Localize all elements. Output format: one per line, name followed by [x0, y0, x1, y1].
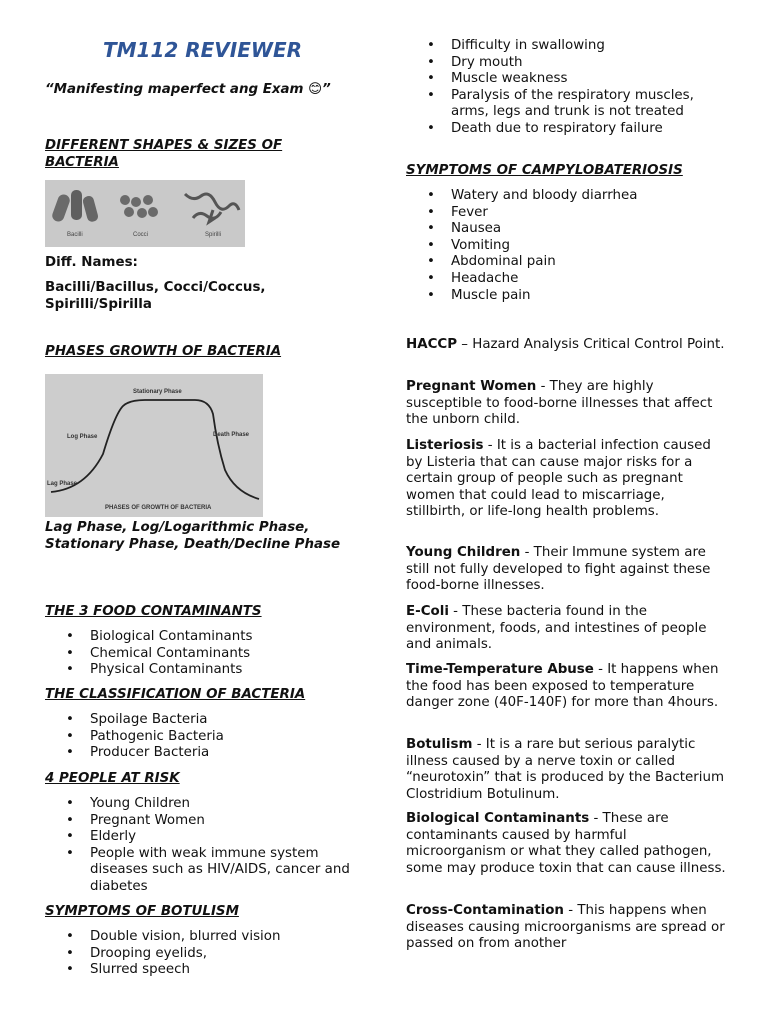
growth-phases-image [45, 374, 263, 517]
definition-text: - These are contaminants caused by harmful microorganism or what they called pathogen, some may produce toxin that can cause illness. [406, 811, 726, 876]
contaminants-list [45, 629, 355, 679]
diff-names-text: Bacilli/Bacillus, Cocci/Coccus, Spirilli/Spirilla [45, 280, 266, 312]
list-item: • Biological Contaminants [45, 629, 355, 646]
definition-term: E-Coli [406, 604, 449, 619]
definition-text: - These bacteria found in the environment, foods, and intestines of people and animals. [406, 604, 707, 653]
definition-term: Biological Contaminants [406, 811, 590, 826]
definition-term: Cross-Contamination [406, 903, 564, 918]
list-item: • Watery and bloody diarrhea [406, 188, 716, 205]
growth-curve-drawing [45, 374, 263, 517]
phases-heading: PHASES GROWTH OF BACTERIA [45, 344, 282, 359]
definition-botulism [406, 737, 726, 803]
lag-phase-label: Lag Phase [47, 481, 78, 487]
list-item: • Abdominal pain [406, 254, 716, 271]
definition-text: - It happens when the food has been exposed to temperature danger zone (40F-140F) for more than 4hours. [406, 662, 719, 711]
definition-biological-contaminants [406, 811, 726, 877]
definition-haccp [406, 337, 726, 354]
list-item: • Fever [406, 205, 716, 222]
definition-term: Listeriosis [406, 438, 484, 453]
list-item: • Pregnant Women [45, 813, 355, 830]
phases-caption: PHASES OF GROWTH OF BACTERIA [105, 505, 212, 511]
definition-young-children [406, 545, 726, 595]
page-title: TM112 REVIEWER [102, 38, 303, 62]
list-item: • Muscle weakness [406, 71, 706, 88]
list-item: • Dry mouth [406, 55, 706, 72]
log-phase-label: Log Phase [67, 434, 98, 440]
motto: “Manifesting maperfect ang Exam 😊” [45, 82, 331, 97]
definition-e-coli [406, 604, 726, 654]
definition-text: - It is a bacterial infection caused by Listeria that can cause major risks for a certain group of people such as pregnant women that could lead to miscarriage, stillbirth, or life-long health problems. [406, 438, 711, 520]
definition-pregnant-women [406, 379, 726, 429]
campylo-heading: SYMPTOMS OF CAMPYLOBATERIOSIS [406, 163, 683, 178]
contaminants-heading: THE 3 FOOD CONTAMINANTS [45, 604, 262, 619]
list-item: • Drooping eyelids, [45, 946, 355, 963]
list-item: • Paralysis of the respiratory muscles, arms, legs and trunk is not treated [406, 88, 706, 121]
botulism-list-right [406, 38, 706, 138]
definition-term: HACCP [406, 337, 458, 352]
list-item: • Chemical Contaminants [45, 646, 355, 663]
cocci-label: Cocci [133, 232, 149, 238]
diff-names-label: Diff. Names: [45, 255, 138, 270]
definition-term: Pregnant Women [406, 379, 537, 394]
list-item: • Slurred speech [45, 962, 355, 979]
definition-listeriosis [406, 438, 726, 521]
bacteria-shapes-image [45, 180, 245, 247]
list-item: • Death due to respiratory failure [406, 121, 706, 138]
definition-cross-contamination [406, 903, 726, 953]
definition-term: Young Children [406, 545, 521, 560]
list-item: • Headache [406, 271, 716, 288]
people-list [45, 796, 355, 896]
bacilli-label: Bacilli [67, 232, 83, 238]
definition-term: Time-Temperature Abuse [406, 662, 594, 677]
list-item: • Muscle pain [406, 288, 716, 305]
list-item: • Nausea [406, 221, 716, 238]
list-item: • Difficulty in swallowing [406, 38, 706, 55]
list-item: • Producer Bacteria [45, 745, 355, 762]
stationary-phase-label: Stationary Phase [133, 389, 182, 395]
botulism-list-left [45, 929, 355, 979]
shapes-heading: DIFFERENT SHAPES & SIZES OF BACTERIA [45, 138, 283, 170]
definition-text: - It is a rare but serious paralytic illness caused by a nerve toxin or called “neurotoxin” that is produced by the Bacterium Clostridium Botulinum. [406, 737, 725, 802]
campylo-list [406, 188, 716, 304]
classification-heading: THE CLASSIFICATION OF BACTERIA [45, 687, 306, 702]
definition-text: - Their Immune system are still not fully developed to fight against these food-borne illnesses. [406, 545, 711, 594]
list-item: • Young Children [45, 796, 355, 813]
definition-text: – Hazard Analysis Critical Control Point. [457, 337, 725, 352]
spirilli-label: Spirilli [205, 232, 222, 238]
list-item: • Physical Contaminants [45, 662, 355, 679]
definition-time-temperature-abuse [406, 662, 726, 712]
list-item: • Vomiting [406, 238, 716, 255]
list-item: • Double vision, blurred vision [45, 929, 355, 946]
definition-term: Botulism [406, 737, 473, 752]
people-heading: 4 PEOPLE AT RISK [45, 771, 180, 786]
bacteria-shapes-drawing [45, 180, 245, 247]
list-item: • People with weak immune system diseases such as HIV/AIDS, cancer and diabetes [45, 846, 355, 896]
list-item: • Pathogenic Bacteria [45, 729, 355, 746]
list-item: • Spoilage Bacteria [45, 712, 355, 729]
definition-text: - This happens when diseases causing microorganisms are spread or passed on from another [406, 903, 725, 952]
list-item: • Elderly [45, 829, 355, 846]
phases-text: Lag Phase, Log/Logarithmic Phase, Stationary Phase, Death/Decline Phase [45, 520, 341, 552]
botulism-heading: SYMPTOMS OF BOTULISM [45, 904, 239, 919]
death-phase-label: Death Phase [213, 432, 250, 438]
classification-list [45, 712, 355, 762]
definition-text: - They are highly susceptible to food-borne illnesses that affect the unborn child. [406, 379, 713, 428]
